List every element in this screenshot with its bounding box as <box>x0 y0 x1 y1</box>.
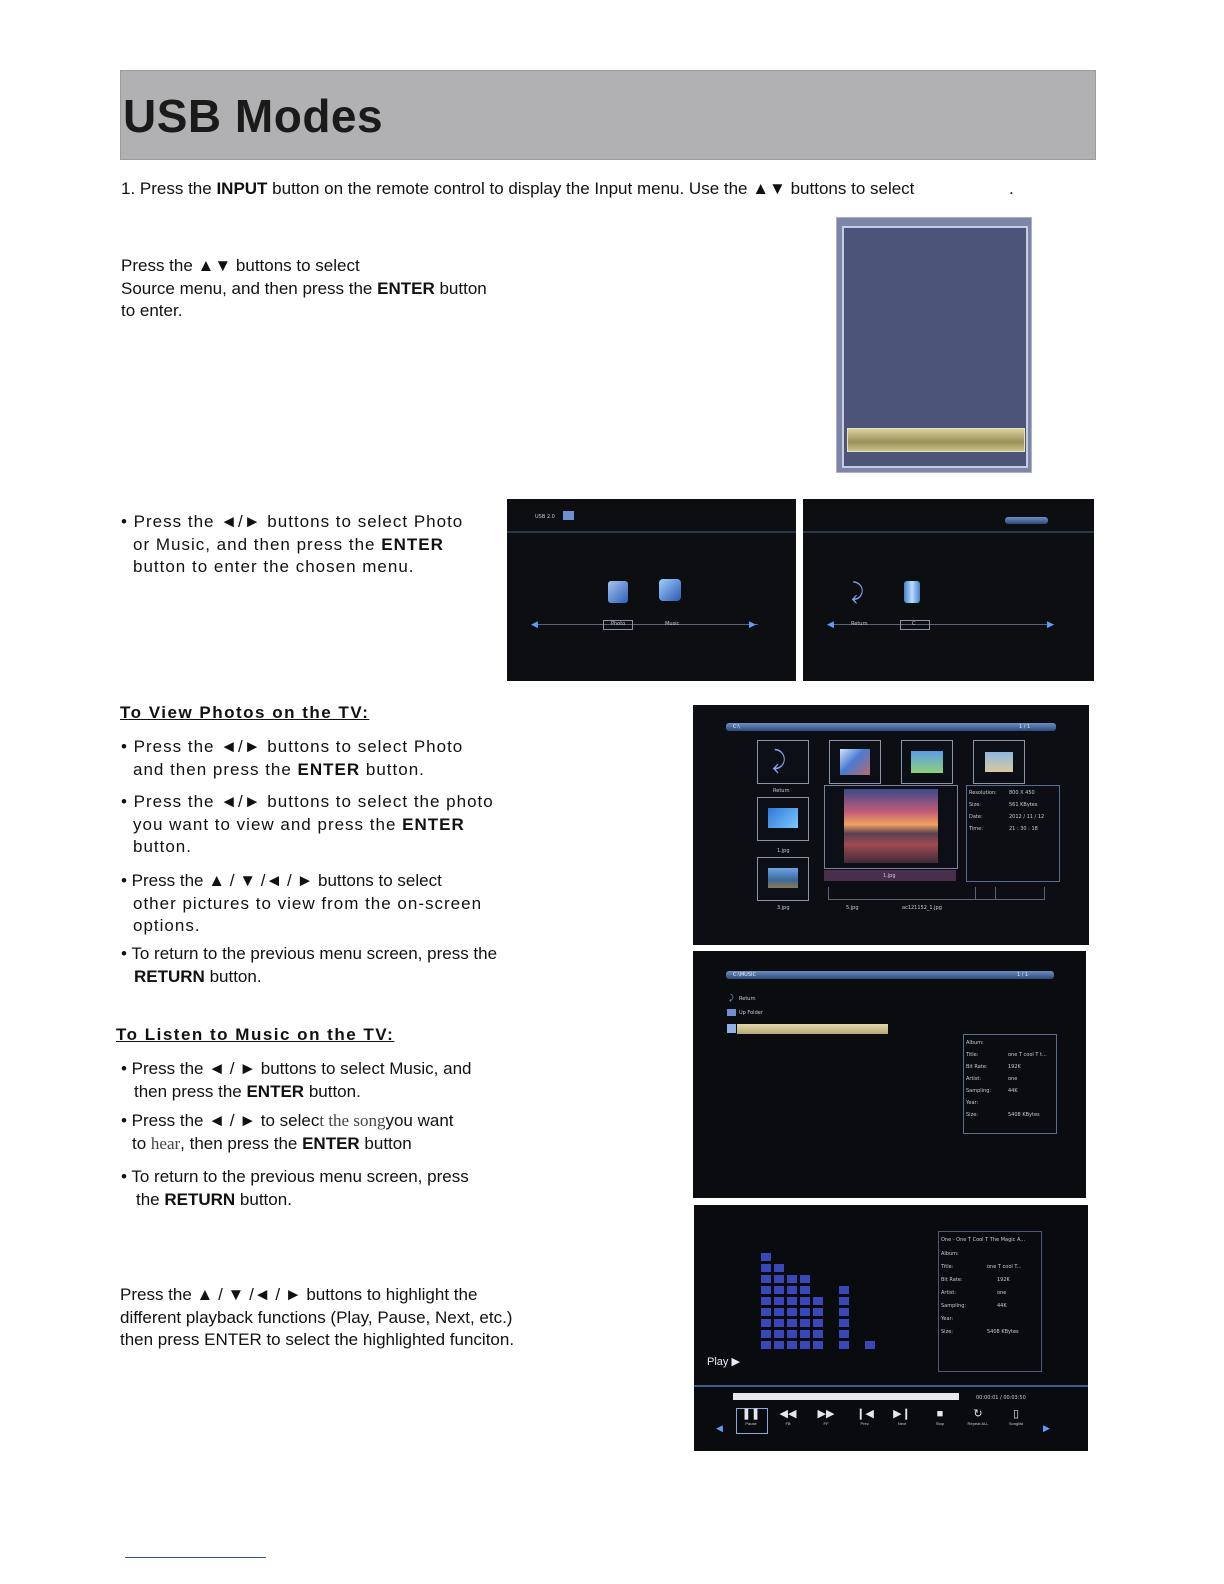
control-divider <box>694 1385 1088 1387</box>
spectrum-cell <box>761 1319 771 1327</box>
spectrum-cell <box>813 1341 823 1349</box>
repeat-icon: ↻ <box>973 1408 983 1420</box>
header-bar <box>726 723 1056 731</box>
info-value: one <box>1008 1076 1018 1082</box>
thumbnail-image <box>840 749 870 775</box>
music-b2-line-1a: • Press the ◄ / ► to selec <box>121 1111 320 1130</box>
file-4-label: ac121152_1.jpg <box>902 905 942 911</box>
spectrum-cell <box>800 1275 810 1283</box>
photos-b1-line-1: • Press the ◄/► buttons to select Photo <box>121 737 464 756</box>
control-label: Stop <box>935 1421 945 1426</box>
arrow-right-icon[interactable]: ▶ <box>1043 1423 1050 1433</box>
info-value: one T cool T... <box>987 1264 1022 1270</box>
photos-heading: To View Photos on the TV: <box>120 703 370 722</box>
fb-button[interactable] <box>773 1408 803 1427</box>
music-b2-line-2b: hear <box>150 1133 181 1153</box>
info-label: Size: <box>941 1329 953 1335</box>
thumb-file-2[interactable] <box>757 857 809 901</box>
playback-paragraph <box>120 1284 514 1352</box>
header-divider <box>803 531 1094 533</box>
file-2-label: 3.jpg <box>777 905 790 911</box>
spectrum-cell <box>813 1308 823 1316</box>
music-bullet-3 <box>121 1166 469 1211</box>
spectrum-cell <box>787 1341 797 1349</box>
spectrum-cell <box>761 1264 771 1272</box>
photo-info-panel <box>966 785 1060 882</box>
footer-rule <box>125 1557 266 1558</box>
enter-keyword: ENTER <box>377 278 435 298</box>
photos-b2-line-2 <box>121 814 494 837</box>
photos-bullet-2 <box>121 791 494 859</box>
info-value: 192K <box>997 1277 1010 1283</box>
file-3-label: 5.jpg <box>846 905 859 911</box>
photos-bullet-1 <box>121 736 463 781</box>
playback-line-3: then press ENTER to select the highlighted funciton. <box>120 1330 515 1349</box>
music-b3-line-2 <box>121 1189 469 1212</box>
music-b2-line-2a: to <box>132 1133 151 1153</box>
fast-forward-icon: ▶▶ <box>817 1408 835 1420</box>
spectrum-cell <box>865 1341 875 1349</box>
info-value: 44K <box>997 1303 1007 1309</box>
intro-line <box>121 178 914 201</box>
info-label: Sampling: <box>966 1088 992 1094</box>
photos-b2-line-1: • Press the ◄/► buttons to select the photo <box>121 792 494 811</box>
thumbnail-image <box>768 808 798 828</box>
return-option-label: Return <box>851 621 868 627</box>
spectrum-cell <box>813 1319 823 1327</box>
header-bar <box>726 971 1054 979</box>
ff-button[interactable] <box>811 1408 841 1427</box>
select-menu-line-2 <box>121 534 463 557</box>
music-player-screenshot <box>694 1205 1088 1451</box>
stop-button[interactable] <box>925 1408 955 1427</box>
bottom-row-frames <box>828 887 996 900</box>
source-line-1: Press the ▲▼ buttons to select <box>121 256 360 275</box>
drive-icon[interactable] <box>904 581 920 603</box>
info-label: Bit Rate: <box>966 1064 988 1070</box>
music-b3-line-1: • To return to the previous menu screen, press <box>121 1167 469 1186</box>
usb-drive-icon <box>563 511 574 520</box>
spectrum-cell <box>774 1341 784 1349</box>
info-value: 2012 / 11 / 12 <box>1009 814 1045 820</box>
info-label: Time: <box>969 826 983 832</box>
path-label: C:\MUSIC <box>733 972 756 978</box>
spectrum-cell <box>761 1341 771 1349</box>
thumb-file-1[interactable] <box>757 797 809 841</box>
info-label: Date: <box>969 814 983 820</box>
return-keyword: RETURN <box>164 1189 236 1209</box>
drive-option-label: C <box>912 621 916 627</box>
playback-line-2: different playback functions (Play, Pause, Next, etc.) <box>120 1307 513 1327</box>
photos-b4-line-2b: button. <box>204 966 262 986</box>
music-b2-line-2 <box>121 1133 454 1156</box>
info-label: Size: <box>966 1112 978 1118</box>
return-icon: ⤸ <box>772 747 787 774</box>
photos-b4-line-2 <box>121 966 497 989</box>
prev-button[interactable] <box>850 1408 880 1427</box>
music-option-label: Music <box>665 621 680 627</box>
media-menu-screenshot <box>507 499 796 681</box>
song-title: One - One T Cool T The Magic A... <box>941 1237 1026 1243</box>
music-file-icon <box>727 1024 736 1033</box>
thumbnail-image <box>911 751 943 773</box>
enter-keyword: ENTER <box>302 1133 360 1153</box>
selector-track <box>533 624 758 625</box>
spectrum-cell <box>761 1330 771 1338</box>
play-status: Play ▶ <box>707 1356 740 1368</box>
control-label: Next <box>897 1421 907 1426</box>
spectrum-cell <box>761 1297 771 1305</box>
list-item-up-folder[interactable]: Up Folder <box>739 1010 763 1016</box>
info-value: 21 : 30 : 18 <box>1009 826 1038 832</box>
info-value: one <box>997 1290 1007 1296</box>
photos-bullet-3 <box>121 870 482 938</box>
thumbnail-image <box>768 868 798 888</box>
enter-keyword: ENTER <box>246 1081 305 1101</box>
select-menu-line-1: • Press the ◄/► buttons to select Photo <box>121 512 464 531</box>
spectrum-cell <box>787 1330 797 1338</box>
preview-image <box>844 789 938 863</box>
preview-name: 1.jpg <box>883 873 896 879</box>
drive-select-screenshot <box>803 499 1094 681</box>
photos-b2-line-2a: you want to view and press the <box>133 814 403 834</box>
intro-text-2: button on the remote control to display the Input menu. Use the ▲▼ buttons to select <box>267 179 915 198</box>
spectrum-cell <box>839 1319 849 1327</box>
pause-button[interactable] <box>736 1408 766 1427</box>
spectrum-cell <box>761 1308 771 1316</box>
usb-label: USB 2.0 <box>535 514 555 520</box>
info-value: 800 X 450 <box>1009 790 1035 796</box>
info-value: 5408 KBytes <box>1008 1112 1040 1118</box>
spectrum-cell <box>839 1308 849 1316</box>
photos-b3-line-3: options. <box>133 916 201 935</box>
info-label: Album: <box>966 1040 984 1046</box>
music-b1-line-2 <box>121 1081 471 1104</box>
spectrum-cell <box>774 1297 784 1305</box>
select-menu-line-3: button to enter the chosen menu. <box>133 557 415 576</box>
info-label: Artist: <box>966 1076 982 1082</box>
time-readout: 00:00:01 / 00:03:50 <box>976 1395 1026 1401</box>
photo-option-label: Photo <box>611 621 626 627</box>
songlist-button[interactable] <box>1001 1408 1031 1427</box>
photos-b1-line-2a: and then press the <box>133 759 298 779</box>
spectrum-cell <box>774 1330 784 1338</box>
music-icon <box>659 579 681 601</box>
next-icon: ▶❙ <box>893 1408 911 1420</box>
spectrum-cell <box>787 1286 797 1294</box>
spectrum-cell <box>800 1330 810 1338</box>
control-label: Prev. <box>860 1421 870 1426</box>
file-1-label: 1.jpg <box>777 848 790 854</box>
music-bullet-2 <box>121 1110 454 1155</box>
info-label: Album: <box>941 1251 959 1257</box>
repeat-button[interactable] <box>963 1408 993 1427</box>
folder-icon <box>727 1009 736 1016</box>
enter-keyword: ENTER <box>381 534 444 554</box>
music-b1-line-2b: button. <box>304 1081 361 1101</box>
spectrum-cell <box>813 1330 823 1338</box>
photos-bullet-4 <box>121 943 497 988</box>
page-title: USB Modes <box>123 90 384 142</box>
control-label: FB <box>785 1421 791 1426</box>
select-menu-line-2a: or Music, and then press the <box>133 534 382 554</box>
playback-line-1: Press the ▲ / ▼ /◄ / ► buttons to highlight the <box>120 1285 478 1304</box>
header-pill <box>1005 517 1048 524</box>
arrow-right-icon[interactable]: ▶ <box>749 619 756 629</box>
thumb-photo-b[interactable] <box>901 740 953 784</box>
thumb-return[interactable] <box>757 740 809 784</box>
spectrum-cell <box>839 1341 849 1349</box>
intro-end: . <box>1009 179 1014 198</box>
player-info-panel <box>938 1231 1042 1372</box>
photos-b2-line-3: button. <box>133 837 192 856</box>
spectrum-cell <box>774 1319 784 1327</box>
info-bottom-frame <box>975 887 1045 900</box>
spectrum-cell <box>800 1341 810 1349</box>
music-bullet-1 <box>121 1058 471 1103</box>
source-line-2b: button <box>434 278 487 298</box>
spectrum-cell <box>800 1319 810 1327</box>
spectrum-cell <box>761 1253 771 1261</box>
enter-keyword: ENTER <box>402 814 465 834</box>
return-icon: ⤸ <box>729 993 734 1002</box>
music-info-panel <box>963 1034 1057 1134</box>
spectrum-cell <box>787 1319 797 1327</box>
list-item-return[interactable]: Return <box>739 996 756 1002</box>
pause-icon: ❚❚ <box>741 1408 761 1420</box>
arrow-left-icon[interactable]: ◀ <box>716 1423 723 1433</box>
spectrum-cell <box>787 1308 797 1316</box>
music-b3-line-2a: the <box>136 1189 165 1209</box>
info-label: Bit Rate: <box>941 1277 963 1283</box>
source-paragraph <box>121 255 487 323</box>
spectrum-visualizer <box>694 1205 894 1355</box>
spectrum-cell <box>839 1297 849 1305</box>
spectrum-cell <box>813 1297 823 1305</box>
photo-icon <box>608 581 628 603</box>
spectrum-cell <box>800 1286 810 1294</box>
control-label: Pause <box>745 1421 757 1426</box>
info-value: 44K <box>1008 1088 1018 1094</box>
photos-b1-line-2b: button. <box>360 759 425 779</box>
thumbnail-image <box>985 752 1013 772</box>
photos-b3-line-2: other pictures to view from the on-screen <box>133 893 483 913</box>
path-label: C:\ <box>733 724 740 730</box>
info-label: Year: <box>941 1316 954 1322</box>
header-divider <box>507 531 796 533</box>
music-b2-line-1 <box>121 1110 454 1133</box>
spectrum-cell <box>787 1275 797 1283</box>
music-b1-line-1: • Press the ◄ / ► buttons to select Music, and <box>121 1059 472 1078</box>
info-label: Size: <box>969 802 981 808</box>
spectrum-cell <box>774 1275 784 1283</box>
music-browser-screenshot <box>693 951 1086 1198</box>
photo-browser-screenshot <box>693 705 1089 945</box>
info-value: 192K <box>1008 1064 1021 1070</box>
spectrum-cell <box>774 1308 784 1316</box>
music-heading: To Listen to Music on the TV: <box>116 1025 395 1044</box>
info-label: Year: <box>966 1100 979 1106</box>
spectrum-cell <box>800 1308 810 1316</box>
enter-keyword: ENTER <box>297 759 361 779</box>
spectrum-cell <box>761 1286 771 1294</box>
spectrum-cell <box>774 1264 784 1272</box>
spectrum-cell <box>774 1286 784 1294</box>
music-b2-line-2c: , then press the <box>180 1133 303 1153</box>
arrow-right-icon[interactable]: ▶ <box>1047 619 1054 629</box>
page-indicator: 1 / 1 <box>1019 724 1031 730</box>
control-label: Repeat ALL <box>967 1421 989 1426</box>
title-banner <box>120 70 1096 160</box>
input-keyword: INPUT <box>216 179 268 198</box>
source-menu-highlight <box>847 428 1025 452</box>
info-label: Title: <box>966 1052 979 1058</box>
source-menu-screenshot <box>836 217 1032 473</box>
preview-frame <box>824 785 958 869</box>
previous-icon: ❙◀ <box>856 1408 874 1420</box>
info-label: Resolution: <box>969 790 997 796</box>
return-label: Return <box>773 788 790 794</box>
page-indicator: 1 / 1 <box>1017 972 1029 978</box>
arrow-left-icon[interactable]: ◀ <box>531 619 538 629</box>
rewind-icon: ◀◀ <box>779 1408 797 1420</box>
source-line-3: to enter. <box>121 301 183 320</box>
next-button[interactable] <box>887 1408 917 1427</box>
arrow-left-icon[interactable]: ◀ <box>827 619 834 629</box>
songlist-icon: ▯ <box>1012 1408 1020 1420</box>
music-b2-line-1c: you want <box>385 1111 454 1130</box>
music-b3-line-2b: button. <box>235 1189 292 1209</box>
music-b1-line-2a: then press the <box>134 1081 247 1101</box>
stop-icon: ■ <box>936 1408 944 1420</box>
return-keyword: RETURN <box>134 966 205 986</box>
intro-text-1: 1. Press the <box>121 179 217 198</box>
info-label: Artist: <box>941 1290 957 1296</box>
spectrum-cell <box>839 1286 849 1294</box>
control-label: Songlist <box>1008 1421 1024 1426</box>
music-b2-line-2d: button <box>359 1133 412 1153</box>
source-line-2 <box>121 278 487 301</box>
control-label: FF <box>823 1421 829 1426</box>
info-value: 561 KBytes <box>1009 802 1038 808</box>
photos-b4-line-1: • To return to the previous menu screen, press the <box>121 944 498 963</box>
music-b2-line-1b: t the song <box>319 1111 386 1130</box>
info-value: 5408 KBytes <box>987 1329 1019 1335</box>
selected-song-row[interactable] <box>737 1024 888 1034</box>
progress-bar <box>733 1393 959 1400</box>
info-label: Sampling: <box>941 1303 967 1309</box>
select-menu-paragraph <box>121 511 463 579</box>
photos-b1-line-2 <box>121 759 463 782</box>
source-line-2a: Source menu, and then press the <box>121 278 378 298</box>
photos-b3-line-1: • Press the ▲ / ▼ /◄ / ► buttons to select <box>121 871 442 890</box>
spectrum-cell <box>761 1275 771 1283</box>
spectrum-cell <box>839 1330 849 1338</box>
spectrum-cell <box>787 1297 797 1305</box>
info-value: one T cool T t... <box>1008 1052 1047 1058</box>
info-label: Title: <box>941 1264 954 1270</box>
thumb-photo-c[interactable] <box>973 740 1025 784</box>
thumb-photo-a[interactable] <box>829 740 881 784</box>
return-icon[interactable]: ⤸ <box>851 579 865 604</box>
spectrum-cell <box>800 1297 810 1305</box>
